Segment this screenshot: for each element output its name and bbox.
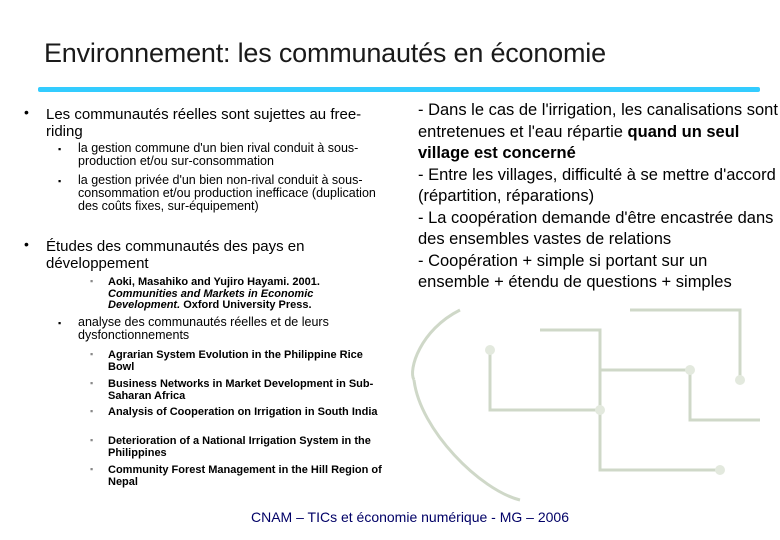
reference-aoki-hayami — [108, 277, 368, 312]
square-bullet: ▪ — [90, 464, 94, 474]
square-bullet: ▪ — [58, 318, 62, 328]
reference-book-title: Communities and Markets in Economic Development. — [108, 287, 314, 311]
bullet-dot: • — [24, 104, 29, 120]
sub-bullet-bien-non-rival: la gestion privée d'un bien non-rival conduit à sous-consommation et/ou production inefficace (duplication des coûts fixes, sur-équipement) — [78, 173, 376, 213]
paragraph-irrigation — [418, 100, 778, 165]
study-item: Community Forest Management in the Hill Region of Nepal — [108, 464, 382, 488]
sub-bullet-bien-rival: la gestion commune d'un bien rival conduit à sous-production et/ou sur-consommation — [78, 141, 359, 168]
irrigation-text-block — [418, 100, 778, 294]
square-bullet: ▪ — [58, 176, 62, 186]
decorative-network-graphic — [400, 290, 780, 510]
bullet-etudes-communautes: Études des communautés des pays en développement — [46, 238, 305, 272]
square-bullet: ▪ — [90, 349, 94, 359]
study-item: Business Networks in Market Development in Sub-Saharan Africa — [108, 378, 374, 402]
paragraph-irrigation-emphasis: quand un seul village est concerné — [418, 122, 740, 162]
bullet-dot: • — [24, 236, 29, 252]
paragraph-irrigation-text: - Dans le cas de l'irrigation, les canalisations sont entretenues et l'eau répartie — [418, 101, 778, 141]
study-item: Analysis of Cooperation on Irrigation in South India — [108, 406, 378, 418]
study-item: Agrarian System Evolution in the Philippine Rice Bowl — [108, 349, 363, 373]
reference-authors: Aoki, Masahiko and Yujiro Hayami. 2001. — [108, 276, 320, 288]
page-title: Environnement: les communautés en économie — [44, 38, 606, 68]
paragraph-cooperation-encastree: - La coopération demande d'être encastrée dans des ensembles vastes de relations — [418, 208, 774, 248]
bullet-communautes-reelles: Les communautés réelles sont sujettes au free-riding — [46, 106, 362, 140]
sub-bullet-analyse: analyse des communautés réelles et de leurs dysfonctionnements — [78, 315, 329, 342]
reference-publisher: Oxford University Press. — [183, 299, 312, 311]
square-bullet: ▪ — [90, 435, 94, 445]
footer — [0, 509, 780, 525]
paragraph-villages: - Entre les villages, difficulté à se mettre d'accord (répartition, réparations) — [418, 165, 776, 205]
paragraph-cooperation-simple: - Coopération + simple si portant sur un ensemble + étendu de questions + simples — [418, 251, 732, 291]
square-bullet: ▪ — [90, 378, 94, 388]
title-underline-rule — [38, 87, 760, 92]
study-item: Deterioration of a National Irrigation System in the Philippines — [108, 435, 371, 459]
square-bullet: ▪ — [90, 276, 94, 286]
footer-text: CNAM – TICs et économie numérique - MG – 2006 — [251, 509, 569, 525]
square-bullet: ▪ — [90, 406, 94, 416]
square-bullet: ▪ — [58, 144, 62, 154]
